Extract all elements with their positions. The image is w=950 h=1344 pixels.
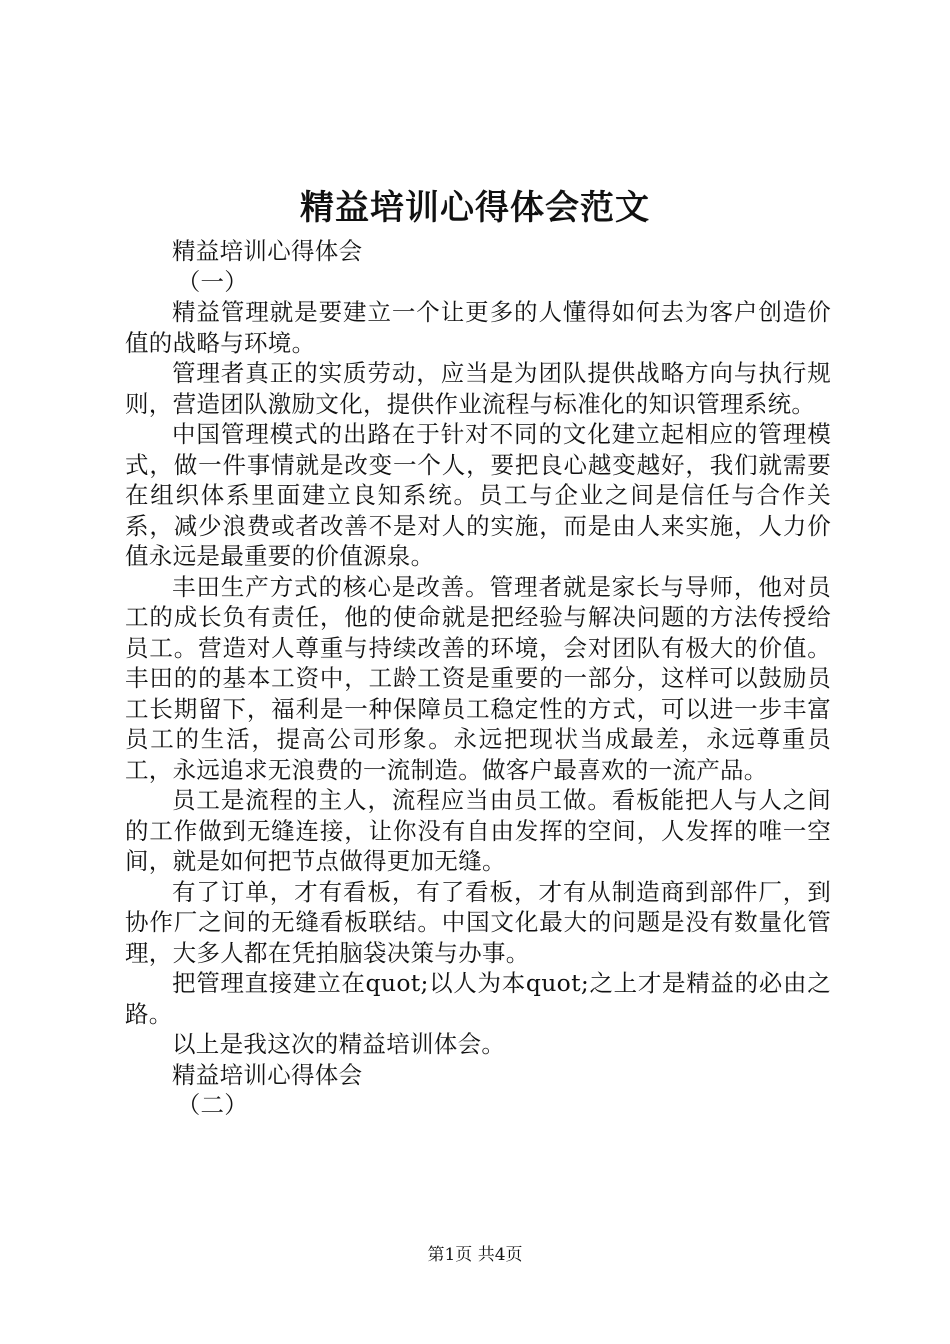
paragraph: 中国管理模式的出路在于针对不同的文化建立起相应的管理模式，做一件事情就是改变一个人，要把良心越变越好，我们就需要在组织体系里面建立良知系统。员工与企业之间是信任与合作关系，减少浪费或者改善不是对人的实施，而是由人来实施，人力价值永远是最重要的价值源泉。 bbox=[125, 420, 831, 570]
paragraph: 精益管理就是要建立一个让更多的人懂得如何去为客户创造价值的战略与环境。 bbox=[125, 298, 831, 357]
section-number-1: （一） bbox=[176, 267, 249, 296]
page-title: 精益培训心得体会范文 bbox=[300, 188, 650, 228]
paragraph: 把管理直接建立在quot;以人为本quot;之上才是精益的必由之路。 bbox=[125, 969, 831, 1028]
section-number-2: （二） bbox=[176, 1091, 249, 1119]
paragraph: 以上是我这次的精益培训体会。 bbox=[172, 1030, 506, 1058]
paragraph: 员工是流程的主人，流程应当由员工做。看板能把人与人之间的工作做到无缝连接，让你没有自由发挥的空间，人发挥的唯一空间，就是如何把节点做得更加无缝。 bbox=[125, 786, 831, 875]
section-heading-1: 精益培训心得体会 bbox=[172, 237, 363, 265]
paragraph: 丰田生产方式的核心是改善。管理者就是家长与导师，他对员工的成长负有责任，他的使命就是把经验与解决问题的方法传授给员工。营造对人尊重与持续改善的环境，会对团队有极大的价值。丰田的的基本工资中，工龄工资是重要的一部分，这样可以鼓励员工长期留下，福利是一种保障员工稳定性的方式，可以进一步丰富员工的生活，提高公司形象。永远把现状当成最差，永远尊重员工，永远追求无浪费的一流制造。做客户最喜欢的一流产品。 bbox=[125, 572, 831, 784]
page-footer: 第1页 共4页 bbox=[427, 1245, 523, 1265]
document-body bbox=[125, 236, 831, 1121]
paragraph: 有了订单，才有看板，有了看板，才有从制造商到部件厂，到协作厂之间的无缝看板联结。中国文化最大的问题是没有数量化管理，大多人都在凭拍脑袋决策与办事。 bbox=[125, 877, 831, 967]
section-heading-2: 精益培训心得体会 bbox=[172, 1060, 363, 1089]
paragraph: 管理者真正的实质劳动，应当是为团队提供战略方向与执行规则，营造团队激励文化，提供作业流程与标准化的知识管理系统。 bbox=[125, 359, 831, 418]
